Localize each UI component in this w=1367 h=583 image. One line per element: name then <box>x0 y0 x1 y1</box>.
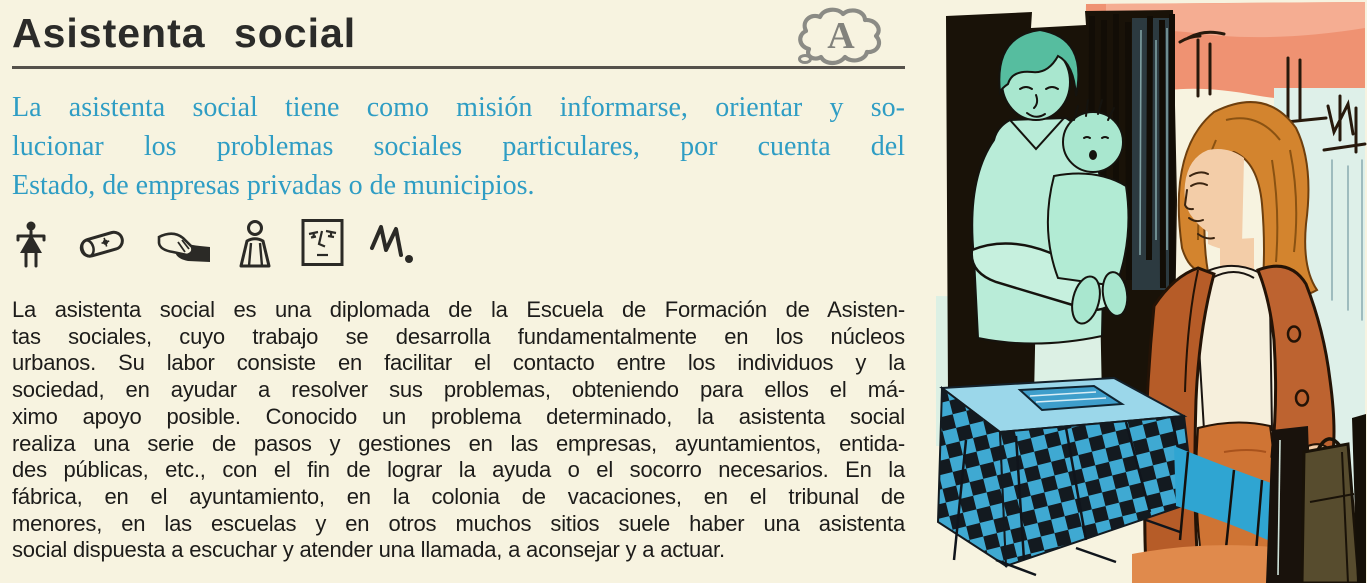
body-line: La asistenta social es una diplomada de la Escuela de Formación de Asisten- <box>12 297 905 322</box>
intro-line: La asistenta social tiene como misión informarse, orientar y so- <box>12 92 905 123</box>
briefcase <box>1302 444 1359 583</box>
body-paragraph <box>12 297 905 564</box>
text-column <box>12 6 905 564</box>
orange-floor <box>1132 545 1282 583</box>
title-rule <box>12 66 905 69</box>
handshake-icon <box>152 228 210 268</box>
diploma-scroll-icon <box>72 222 130 268</box>
profession-pictograms <box>12 218 905 268</box>
person-smock-icon <box>232 220 278 268</box>
body-line: sociedad, en ayudar a resolver sus problemas, obteniendo para ellos el má- <box>12 377 905 403</box>
cloud-a-icon <box>792 4 888 68</box>
social-worker-scene-illustration <box>936 0 1367 583</box>
body-line: realiza una serie de pasos y gestiones en las empresas, ayuntamientos, entida- <box>12 430 905 456</box>
body-line: ximo apoyo posible. Conocido un problema determinado, la asistenta social <box>12 403 905 429</box>
intro-line: Estado, de empresas privadas o de municipios. <box>12 170 535 201</box>
body-line: urbanos. Su labor consiste en facilitar el contacto entre los individuos y la <box>12 350 905 376</box>
body-line: menores, en las escuelas y en otros muchos sitios suele haber una asistenta <box>12 510 905 536</box>
body-line: des públicas, etc., con el fin de lograr la ayuda o el socorro necesarios. En la <box>12 457 905 483</box>
badge-letter: A <box>827 15 855 57</box>
page-title: Asistenta social <box>12 10 357 56</box>
body-line: tas sociales, cuyo trabajo se desarrolla fundamentalmente en los núcleos <box>12 323 905 349</box>
face-frame-icon <box>300 218 346 268</box>
body-line: fábrica, en el ayuntamiento, en la colonia de vacaciones, en el tribunal de <box>12 483 905 509</box>
body-line: social dispuesta a escuchar y atender una llamada, a aconsejar y a actuar. <box>12 537 725 563</box>
zigzag-mark-icon <box>368 222 416 268</box>
intro-line: lucionar los problemas sociales particulares, por cuenta del <box>12 131 905 162</box>
female-figure-icon <box>12 220 50 268</box>
intro-paragraph <box>12 88 905 205</box>
